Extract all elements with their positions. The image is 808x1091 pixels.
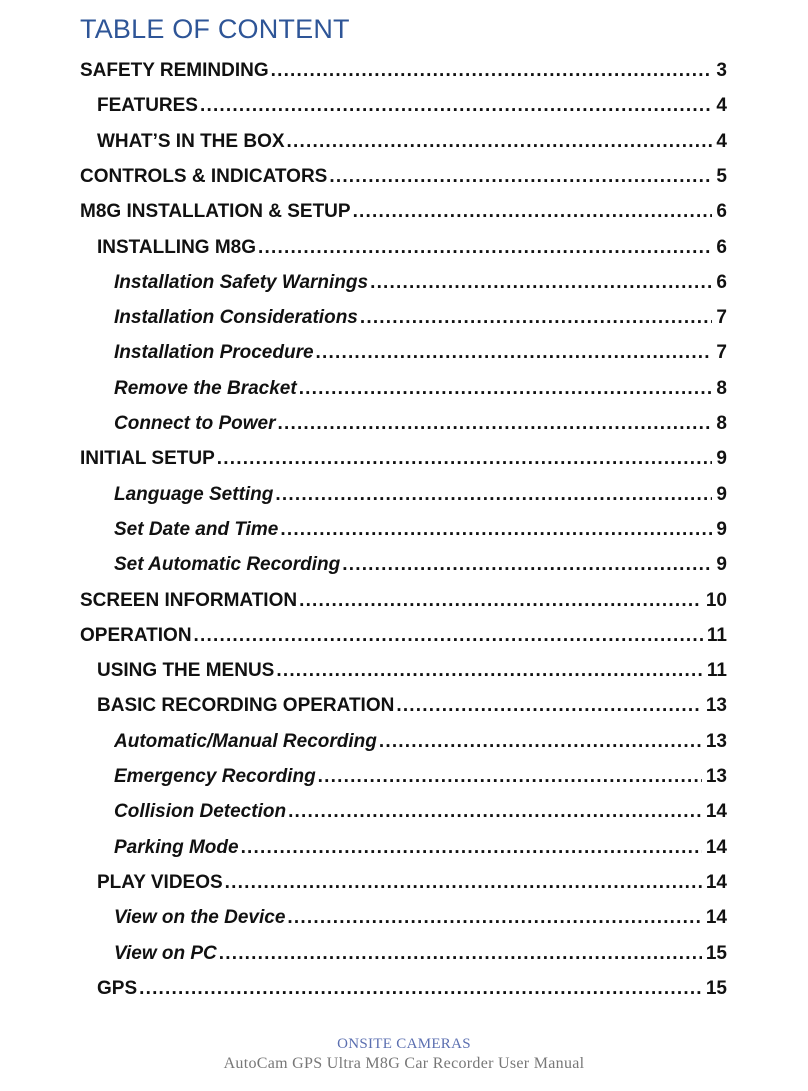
toc-entry-page-number: 9 [716, 448, 727, 470]
toc-entry-label: CONTROLS & INDICATORS [80, 165, 328, 187]
toc-entry[interactable] [80, 448, 727, 476]
toc-entry-label: SCREEN INFORMATION [80, 589, 298, 611]
toc-entry-label: FEATURES [97, 95, 198, 117]
toc-entry[interactable] [114, 731, 727, 759]
toc-entry[interactable] [97, 978, 727, 1006]
toc-entry-page-number: 9 [716, 518, 727, 540]
toc-entry[interactable] [97, 237, 727, 265]
toc-entry-label: Parking Mode [114, 836, 239, 858]
toc-entry-label: Installation Safety Warnings [114, 271, 369, 293]
toc-entry-label: View on the Device [114, 907, 286, 929]
toc-entry[interactable] [114, 943, 727, 971]
toc-entry-label: Emergency Recording [114, 766, 316, 787]
toc-entry[interactable] [97, 131, 727, 159]
toc-leader-dots [217, 448, 713, 470]
toc-leader-dots [353, 201, 713, 223]
toc-entry[interactable] [80, 201, 727, 229]
toc-entry[interactable] [97, 95, 727, 123]
toc-entry-page-number: 14 [705, 871, 727, 893]
toc-entry-page-number: 7 [716, 342, 727, 364]
toc-entry-label: Set Automatic Recording [114, 554, 341, 576]
toc-entry[interactable] [97, 695, 727, 723]
toc-entry-page-number: 13 [705, 730, 727, 752]
toc-leader-dots [241, 837, 702, 859]
toc-entry[interactable] [114, 307, 727, 335]
toc-entry-page-number: 14 [705, 836, 727, 858]
toc-leader-dots [288, 801, 702, 823]
toc-entry-page-number: 4 [716, 130, 727, 152]
toc-entry-page-number: 6 [716, 201, 727, 223]
toc-leader-dots [287, 907, 701, 929]
toc-entry-label: BASIC RECORDING OPERATION [97, 695, 395, 717]
toc-entry[interactable] [114, 378, 727, 406]
toc-entry[interactable] [114, 413, 727, 441]
toc-entry-page-number: 15 [705, 942, 727, 964]
toc-entry-page-number: 7 [716, 307, 727, 329]
toc-entry-label: Installation Procedure [114, 342, 314, 364]
toc-entry[interactable] [114, 801, 727, 829]
toc-leader-dots [329, 166, 712, 188]
toc-entry-label: M8G INSTALLATION & SETUP [80, 201, 351, 223]
toc-entry[interactable] [114, 519, 727, 547]
toc-leader-dots [370, 272, 712, 294]
toc-leader-dots [219, 943, 702, 965]
toc-entry[interactable] [80, 166, 727, 194]
toc-leader-dots [275, 484, 712, 506]
toc-entry-page-number: 13 [705, 695, 727, 717]
toc-entry-page-number: 9 [716, 554, 727, 576]
toc-entry-label: Remove the Bracket [114, 377, 297, 399]
toc-entry[interactable] [114, 272, 727, 300]
toc-entry[interactable] [80, 625, 727, 653]
toc-leader-dots [258, 237, 712, 259]
toc-leader-dots [316, 342, 713, 364]
toc-entry-page-number: 10 [705, 589, 727, 611]
toc-leader-dots [287, 131, 713, 153]
toc-entry-page-number: 8 [716, 413, 727, 434]
toc-entry-label: SAFETY REMINDING [80, 60, 269, 81]
toc-leader-dots [342, 554, 712, 576]
toc-entry-page-number: 13 [705, 766, 727, 787]
toc-entry-page-number: 6 [716, 236, 727, 258]
toc-entry[interactable] [80, 60, 727, 88]
toc-entry-label: GPS [97, 977, 138, 999]
toc-leader-dots [318, 766, 702, 788]
footer-manual-title: AutoCam GPS Ultra M8G Car Recorder User Manual [223, 1055, 585, 1072]
toc-leader-dots [396, 695, 702, 717]
toc-entry[interactable] [114, 554, 727, 582]
toc-leader-dots [139, 978, 702, 1000]
toc-entry[interactable] [114, 342, 727, 370]
toc-leader-dots [299, 590, 702, 612]
toc-entry-label: INITIAL SETUP [80, 448, 215, 470]
toc-entry-label: View on PC [114, 942, 217, 964]
toc-entry-label: Automatic/Manual Recording [114, 730, 377, 752]
toc-leader-dots [379, 731, 702, 753]
toc-entry-label: OPERATION [80, 624, 192, 646]
toc-entry-page-number: 6 [716, 271, 727, 293]
toc-leader-dots [271, 60, 713, 82]
toc-entry-page-number: 3 [716, 60, 727, 81]
toc-entry[interactable] [114, 484, 727, 512]
toc-entry[interactable] [114, 907, 727, 935]
toc-entry-label: INSTALLING M8G [97, 236, 257, 258]
toc-entry[interactable] [97, 660, 727, 688]
toc-entry-label: Collision Detection [114, 801, 287, 823]
toc-entry-page-number: 5 [716, 165, 727, 187]
toc-entry-label: Language Setting [114, 483, 274, 505]
toc-entry-page-number: 14 [705, 907, 727, 929]
toc-entry[interactable] [97, 872, 727, 900]
footer-brand: ONSITE CAMERAS [337, 1036, 471, 1052]
toc-entry-page-number: 8 [716, 377, 727, 399]
toc-entry-label: Set Date and Time [114, 518, 279, 540]
toc-entry-label: USING THE MENUS [97, 660, 275, 682]
toc-entry[interactable] [114, 837, 727, 865]
toc-entry[interactable] [80, 590, 727, 618]
toc-entry-page-number: 4 [716, 95, 727, 117]
toc-leader-dots [360, 307, 713, 329]
toc-leader-dots [200, 95, 712, 117]
toc-entry-page-number: 14 [705, 801, 727, 823]
toc-entry-label: PLAY VIDEOS [97, 871, 223, 893]
toc-leader-dots [299, 378, 713, 400]
toc-leader-dots [194, 625, 703, 647]
toc-entry-page-number: 11 [706, 660, 727, 682]
toc-entry-label: Connect to Power [114, 413, 276, 434]
toc-entry-page-number: 11 [706, 624, 727, 646]
page-title: TABLE OF CONTENT [80, 14, 350, 44]
toc-leader-dots [276, 660, 703, 682]
toc-leader-dots [278, 413, 713, 435]
toc-entry-label: WHAT’S IN THE BOX [97, 130, 285, 152]
toc-entry-page-number: 9 [716, 483, 727, 505]
toc-entry[interactable] [114, 766, 727, 794]
toc-entry-page-number: 15 [705, 977, 727, 999]
toc-leader-dots [280, 519, 712, 541]
toc-entry-label: Installation Considerations [114, 307, 358, 329]
toc-leader-dots [225, 872, 702, 894]
